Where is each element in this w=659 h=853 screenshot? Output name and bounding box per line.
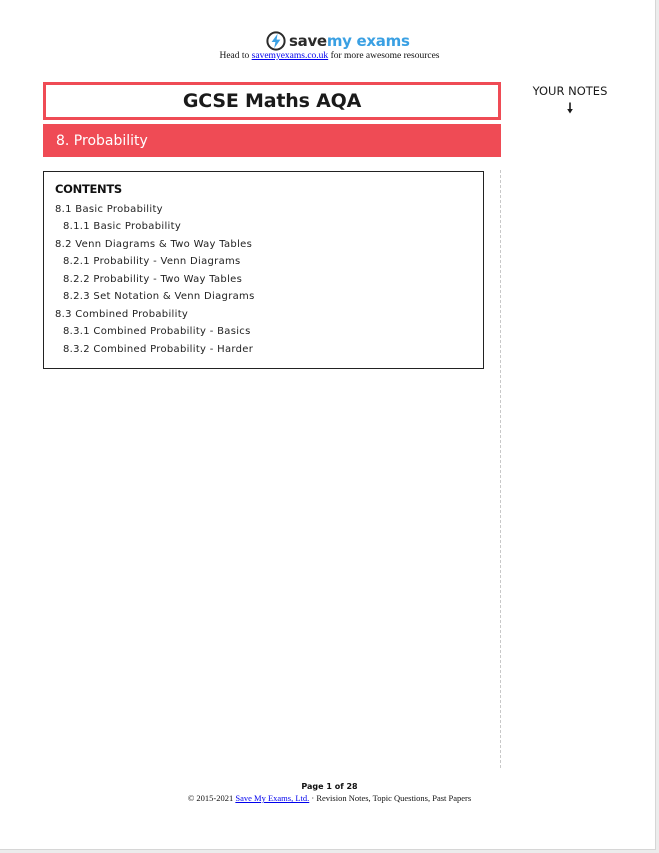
section-banner [43,124,501,157]
copyright-suffix: · Revision Notes, Topic Questions, Past Papers [309,793,472,803]
company-link[interactable]: Save My Exams, Ltd. [235,793,310,803]
logo-word-save: save [289,32,327,50]
document-title-box [43,82,501,120]
notes-column-divider [500,170,501,768]
tagline-prefix: Head to [219,51,252,61]
footer-copyright [0,793,659,803]
contents-heading: CONTENTS [55,182,122,196]
toc-item[interactable]: 8.3.2 Combined Probability - Harder [63,344,254,355]
toc-item[interactable]: 8.2.3 Set Notation & Venn Diagrams [63,291,255,302]
toc-item[interactable]: 8.3.1 Combined Probability - Basics [63,326,251,337]
header-tagline [0,51,659,61]
logo-wordmark [289,31,410,51]
table-of-contents [43,171,484,369]
save-my-exams-logo[interactable] [266,31,410,51]
tagline-suffix: for more awesome resources [328,51,440,61]
toc-item[interactable]: 8.2.1 Probability - Venn Diagrams [63,256,241,267]
toc-item[interactable]: 8.1 Basic Probability [55,204,163,215]
toc-item[interactable]: 8.2 Venn Diagrams & Two Way Tables [55,239,253,250]
lightning-bolt-icon [266,31,286,51]
page-number: Page 1 of 28 [301,782,358,791]
document-title: GCSE Maths AQA [182,90,362,112]
toc-item[interactable]: 8.1.1 Basic Probability [63,221,182,232]
copyright-prefix: © 2015-2021 [187,793,236,803]
your-notes-label: YOUR NOTES [532,84,608,98]
logo-word-myexams: my exams [326,32,410,50]
website-link[interactable]: savemyexams.co.uk [251,51,329,61]
down-arrow-icon [566,102,574,114]
section-title: 8. Probability [56,132,148,149]
toc-item[interactable]: 8.2.2 Probability - Two Way Tables [63,274,243,285]
toc-item[interactable]: 8.3 Combined Probability [55,309,189,320]
